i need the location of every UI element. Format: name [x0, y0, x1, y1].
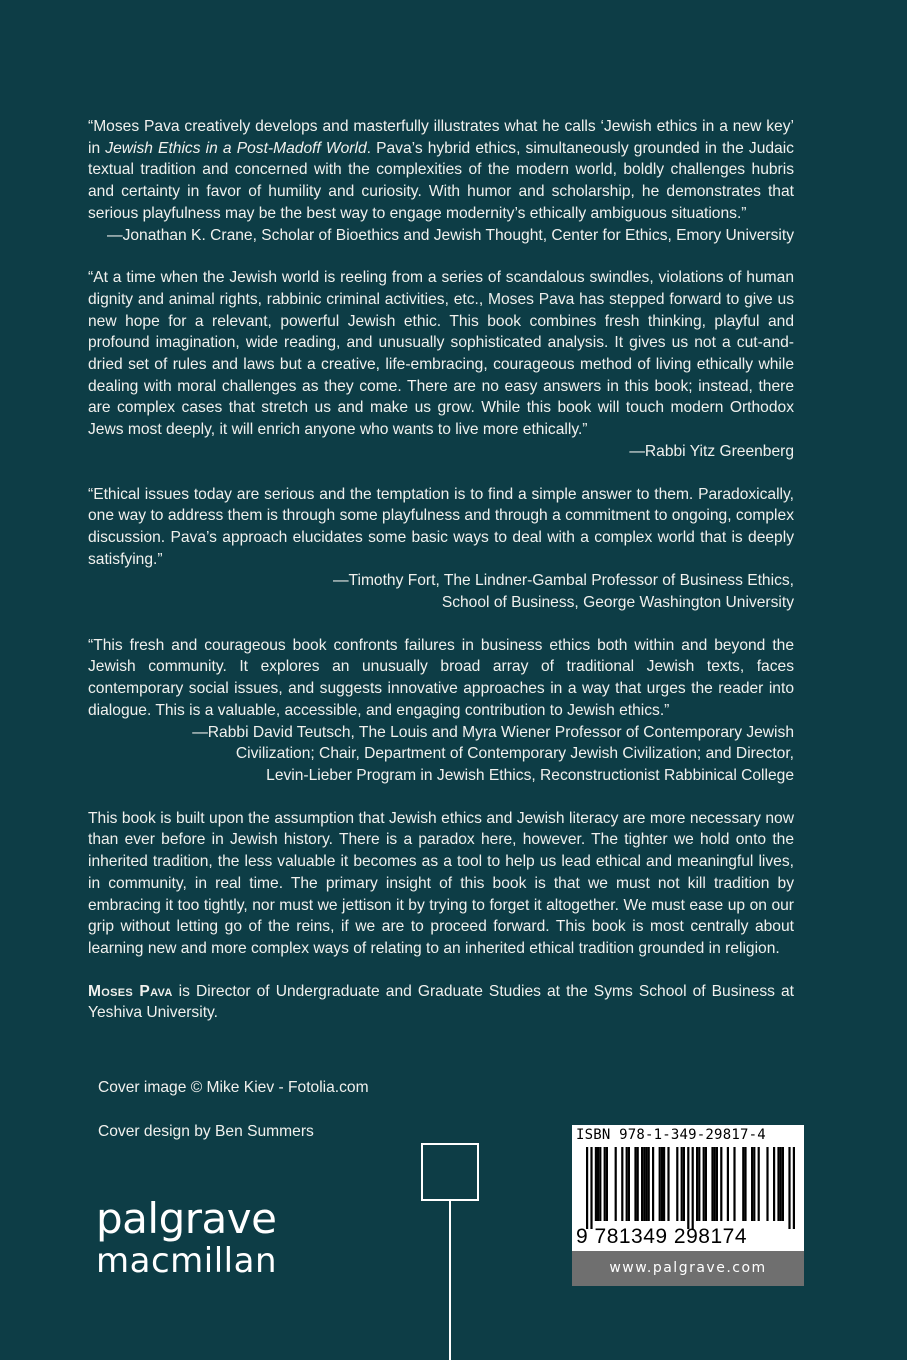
attribution-line: —Timothy Fort, The Lindner-Gambal Professor of Business Ethics, [332, 572, 794, 590]
barcode-bar [766, 1147, 768, 1221]
barcode-bar [676, 1147, 678, 1221]
attribution-line: School of Business, George Washington University [441, 594, 794, 612]
quote-fragment: . Pava’s hybrid ethics, simultaneously grounded in the Judaic textual tradition and concerned with the complexities of the modern world, boldly challenges hubris and certainty in favor of humility and curiosity. With humor and scholarship, he demonstrates that serious playfulness may be the best way to engage modernity’s ethically ambiguous situations.” [88, 139, 794, 222]
publisher-url: www.palgrave.com [572, 1251, 804, 1286]
endorsement-quote [88, 484, 794, 614]
book-title-italic: Jewish Ethics in a Post-Madoff World [105, 139, 367, 157]
quote-attribution [88, 225, 794, 247]
quote-text [88, 116, 794, 225]
isbn-label: ISBN 978-1-349-29817-4 [576, 1127, 766, 1143]
barcode-bar [714, 1147, 716, 1221]
cover-design-credit: Cover design by Ben Summers [98, 1123, 314, 1140]
barcode-bar [634, 1147, 636, 1221]
barcode-bar [621, 1147, 623, 1221]
quote-attribution [88, 570, 794, 613]
endorsements [88, 116, 794, 787]
quote-attribution [88, 441, 794, 463]
publisher-logo-line2: macmillan [96, 1241, 277, 1281]
barcode-bar [626, 1147, 628, 1221]
attribution-line: —Rabbi Yitz Greenberg [629, 442, 794, 460]
author-name: Moses Pava [88, 982, 173, 1000]
barcode-digits: 9 781349 298174 [576, 1225, 747, 1248]
barcode-bar [716, 1147, 718, 1221]
author-bio-text: is Director of Undergraduate and Graduate Studies at the Syms School of Business at Yeshiva University. [88, 982, 794, 1022]
barcode-bar [643, 1147, 645, 1221]
barcode-background [572, 1125, 804, 1251]
barcode-bar [648, 1147, 650, 1221]
barcode-bar [696, 1147, 698, 1221]
cover-image-credit: Cover image © Mike Kiev - Fotolia.com [98, 1079, 369, 1096]
barcode-bar [681, 1147, 683, 1221]
barcode-bar [777, 1147, 779, 1221]
barcode-bar [773, 1147, 775, 1221]
barcode-bar [606, 1147, 608, 1221]
barcode-bar [742, 1147, 744, 1221]
attribution-line: Civilization; Chair, Department of Contemporary Jewish Civilization; and Director, [235, 745, 794, 763]
book-description: This book is built upon the assumption that Jewish ethics and Jewish literacy are more necessary now than ever before in Jewish history. There is a paradox here, however. The tighter we hold onto the inherited tradition, the less valuable it becomes as a tool to help us lead ethical and meaningful lives, in community, in real time. The primary insight of this book is that we must not kill tradition by embracing it too tightly, nor must we jettison it by trying to forget it altogether. We must ease up on our grip without letting go of the reins, if we are to proceed forward. This book is most centrally about learning new and more complex ways of relating to an inherited ethical tradition grounded in religion. [88, 809, 794, 957]
barcode-bar [586, 1147, 588, 1229]
barcode-bar [788, 1147, 790, 1229]
attribution-line: —Rabbi David Teutsch, The Louis and Myra Wiener Professor of Contemporary Jewish [192, 723, 794, 741]
barcode-bar [698, 1147, 700, 1221]
barcode-bar [652, 1147, 654, 1221]
barcode-bar [641, 1147, 643, 1221]
quote-fragment: “Ethical issues today are serious and the temptation is to find a simple answer to them. Paradoxically, one way to address them is through some playfulness and through a commitment to ongoing, complex discussion. Pava’s approach elucidates some basic ways to deal with a complex world that is deeply satisfying.” [88, 485, 794, 568]
barcode-bar [667, 1147, 669, 1221]
barcode-bar [683, 1147, 685, 1221]
barcode-bar [758, 1147, 760, 1221]
endorsement-quote [88, 116, 794, 246]
barcode-bar [615, 1147, 617, 1221]
barcode-bar [703, 1147, 705, 1221]
barcode-bar [645, 1147, 647, 1221]
frame-line-decoration [449, 1201, 451, 1360]
barcode-bar [637, 1147, 639, 1221]
barcode-bar [599, 1147, 601, 1221]
attribution-line: Levin-Lieber Program in Jewish Ethics, Reconstructionist Rabbinical College [266, 766, 794, 784]
barcode-bar [720, 1147, 722, 1221]
frame-square-icon [421, 1143, 479, 1201]
barcode-bar [659, 1147, 661, 1221]
barcode-bar [744, 1147, 746, 1221]
barcode-bar [711, 1147, 713, 1221]
quote-text [88, 267, 794, 441]
barcode-bar [727, 1147, 729, 1221]
quote-fragment: “This fresh and courageous book confronts failures in business ethics both within and beyond the Jewish community. It explores an unusually broad array of traditional Jewish texts, faces contemporary social issues, and suggests innovative approaches in a way that urges the reader into dialogue. This is a valuable, accessible, and engaging contribution to Jewish ethics.” [88, 636, 794, 719]
barcode-bar [628, 1147, 630, 1221]
barcode-bar [753, 1147, 755, 1221]
barcode-bar [597, 1147, 599, 1221]
endorsement-quote [88, 267, 794, 462]
barcode-bar [661, 1147, 663, 1221]
barcode-bar [692, 1147, 694, 1229]
barcode-bar [590, 1147, 592, 1229]
back-cover-text [88, 116, 794, 1045]
barcode-bar [604, 1147, 606, 1221]
quote-text [88, 635, 794, 722]
barcode-bar [780, 1147, 782, 1221]
barcode-bar [782, 1147, 784, 1221]
author-bio [88, 981, 794, 1024]
barcode-bar [793, 1147, 795, 1229]
publisher-logo-line1: palgrave [96, 1194, 277, 1243]
barcode-bar [751, 1147, 753, 1221]
publisher-logo [96, 1194, 277, 1281]
quote-fragment: “At a time when the Jewish world is reeling from a series of scandalous swindles, violations of human dignity and animal rights, rabbinic criminal activities, etc., Moses Pava has stepped forward to give us new hope for a relevant, powerful Jewish ethic. This book combines fresh thinking, playful and profound imagination, wide reading, and unusually sophisticated analysis. It gives us not a cut-and-dried set of rules and laws but a creative, life-embracing, courageous method of living ethically while dealing with moral challenges as they come. There are no easy answers in this book; instead, there are complex cases that stretch us and make us grow. While this book will touch modern Orthodox Jews most deeply, it will enrich anyone who wants to live more ethically.” [88, 269, 794, 439]
endorsement-quote [88, 635, 794, 787]
barcode-bar [595, 1147, 597, 1221]
barcode-bar [705, 1147, 707, 1221]
barcode-bar [733, 1147, 735, 1221]
barcode-bar [663, 1147, 665, 1221]
quote-text [88, 484, 794, 571]
barcode-panel [572, 1125, 804, 1286]
attribution-line: —Jonathan K. Crane, Scholar of Bioethics and Jewish Thought, Center for Ethics, Emory University [106, 226, 794, 244]
barcode-bar [687, 1147, 689, 1229]
barcode-icon [574, 1147, 802, 1229]
quote-fragment: “Moses Pava creatively develops and masterfully illustrates what he calls ‘Jewish ethics in a new key’ in [88, 118, 794, 157]
quote-attribution [88, 722, 794, 787]
